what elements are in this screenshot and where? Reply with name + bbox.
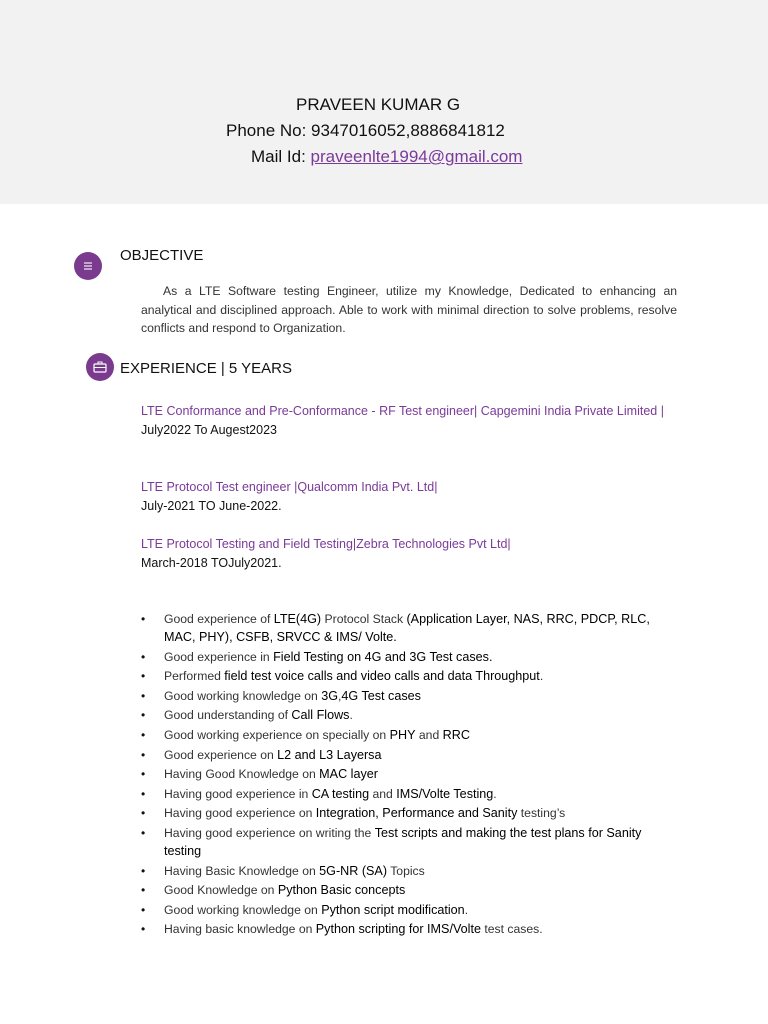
job-title: LTE Protocol Test engineer |Qualcomm India Pvt. Ltd| — [141, 480, 438, 494]
skill-text: Protocol Stack — [321, 612, 407, 626]
job-title: LTE Conformance and Pre-Conformance - RF Test engineer| Capgemini India Private Limited | — [141, 404, 664, 418]
job-entry — [141, 478, 678, 516]
skill-text: Having Basic Knowledge on — [164, 863, 320, 878]
skill-text: . — [539, 669, 544, 684]
job-dates: July-2021 TO June-2022. — [141, 499, 282, 513]
skill-text: . — [349, 708, 353, 723]
skill-text: Good experience in — [164, 649, 274, 664]
skill-text: Having good experience on — [164, 806, 316, 821]
skill-bullet — [141, 706, 681, 724]
skill-highlight: IMS/Volte Testing — [396, 786, 494, 801]
job-title: LTE Protocol Testing and Field Testing|Zebra Technologies Pvt Ltd| — [141, 537, 511, 551]
experience-heading: EXPERIENCE | 5 YEARS — [120, 360, 293, 377]
objective-text: As a LTE Software testing Engineer, utilize my Knowledge, Dedicated to enhancing an analytical and disciplined approach. Able to work with minimal direction to solve problems, resolve conflicts and respond to Organization. — [141, 284, 677, 335]
skill-bullet — [141, 881, 681, 899]
skill-text: Good working knowledge on — [164, 688, 322, 703]
skill-bullet — [141, 824, 681, 860]
objective-heading: OBJECTIVE — [120, 247, 204, 264]
skill-highlight: L2 and L3 Layersa — [277, 747, 382, 762]
skill-text: Good Knowledge on — [164, 883, 278, 898]
job-dates: March-2018 TOJuly2021. — [141, 556, 282, 570]
skill-bullet — [141, 785, 681, 803]
skill-bullet — [141, 648, 681, 666]
skill-bullet — [141, 610, 681, 646]
skill-text: Having good experience on writing the — [164, 825, 375, 840]
briefcase-icon — [86, 353, 114, 381]
skill-text: . — [464, 902, 469, 917]
skill-bullet — [141, 746, 681, 764]
mail-line — [251, 147, 522, 167]
skill-text: and — [369, 786, 397, 801]
skill-bullet — [141, 862, 681, 880]
skill-highlight: 5G-NR (SA) — [319, 863, 388, 878]
skill-text: Good experience of — [164, 612, 274, 626]
skill-text: test cases. — [480, 922, 543, 937]
job-entry — [141, 402, 678, 440]
job-entry — [141, 535, 678, 573]
skills-list — [141, 610, 681, 940]
skill-text: Good experience on — [164, 747, 278, 762]
skill-text: Having good experience in — [164, 786, 312, 801]
skill-text: Having Good Knowledge on — [164, 767, 320, 782]
skill-bullet — [141, 765, 681, 783]
phone-number: Phone No: 9347016052,8886841812 — [226, 121, 505, 140]
skill-text: Topics — [387, 863, 425, 878]
skill-highlight: 3G — [321, 688, 338, 703]
skill-highlight: field test voice calls and video calls and data Throughput — [224, 669, 540, 684]
skill-text: . — [493, 786, 497, 801]
candidate-name: PRAVEEN KUMAR G — [296, 95, 461, 114]
skill-highlight: CA testing — [311, 786, 370, 801]
skill-bullet — [141, 667, 681, 685]
skill-highlight: MAC layer — [319, 767, 378, 782]
skill-highlight: Field Testing on 4G and 3G Test cases. — [273, 649, 493, 664]
skill-highlight: Test scripts and making the test plans for Sanity testing — [164, 825, 642, 858]
skill-highlight: Python scripting for IMS/Volte — [315, 922, 481, 937]
mail-label: Mail Id: — [251, 147, 311, 166]
skill-text: Good working experience on specially on — [164, 727, 390, 742]
skill-text: Having basic knowledge on — [164, 922, 316, 937]
list-icon — [74, 252, 102, 280]
skill-text: Performed — [164, 669, 225, 684]
skill-highlight: PHY — [389, 727, 416, 742]
skill-bullet — [141, 687, 681, 705]
skill-highlight: Python Basic concepts — [277, 883, 406, 898]
skill-bullet — [141, 920, 681, 938]
skill-highlight: RRC — [442, 727, 470, 742]
job-dates: July2022 To Augest2023 — [141, 423, 277, 437]
skill-highlight: LTE(4G) — [273, 612, 322, 626]
skill-highlight: Python script modification — [321, 902, 465, 917]
skill-text: , — [338, 688, 342, 703]
skill-highlight: Call Flows — [291, 708, 350, 723]
skill-highlight: 4G Test cases — [341, 688, 421, 703]
skill-highlight: Integration, Performance and Sanity — [315, 806, 518, 821]
email-link[interactable]: praveenlte1994@gmail.com — [310, 147, 523, 166]
skill-text: testing’s — [517, 806, 566, 821]
skill-highlight: (Application Layer, NAS, RRC, PDCP, RLC, MAC, PHY), CSFB, SRVCC & IMS/ Volte. — [164, 612, 650, 644]
skill-bullet — [141, 726, 681, 744]
skill-text: Good working knowledge on — [164, 902, 322, 917]
skill-text: and — [415, 727, 443, 742]
skill-bullet — [141, 901, 681, 919]
skill-text: Good understanding of — [164, 708, 292, 723]
skill-bullet — [141, 804, 681, 822]
